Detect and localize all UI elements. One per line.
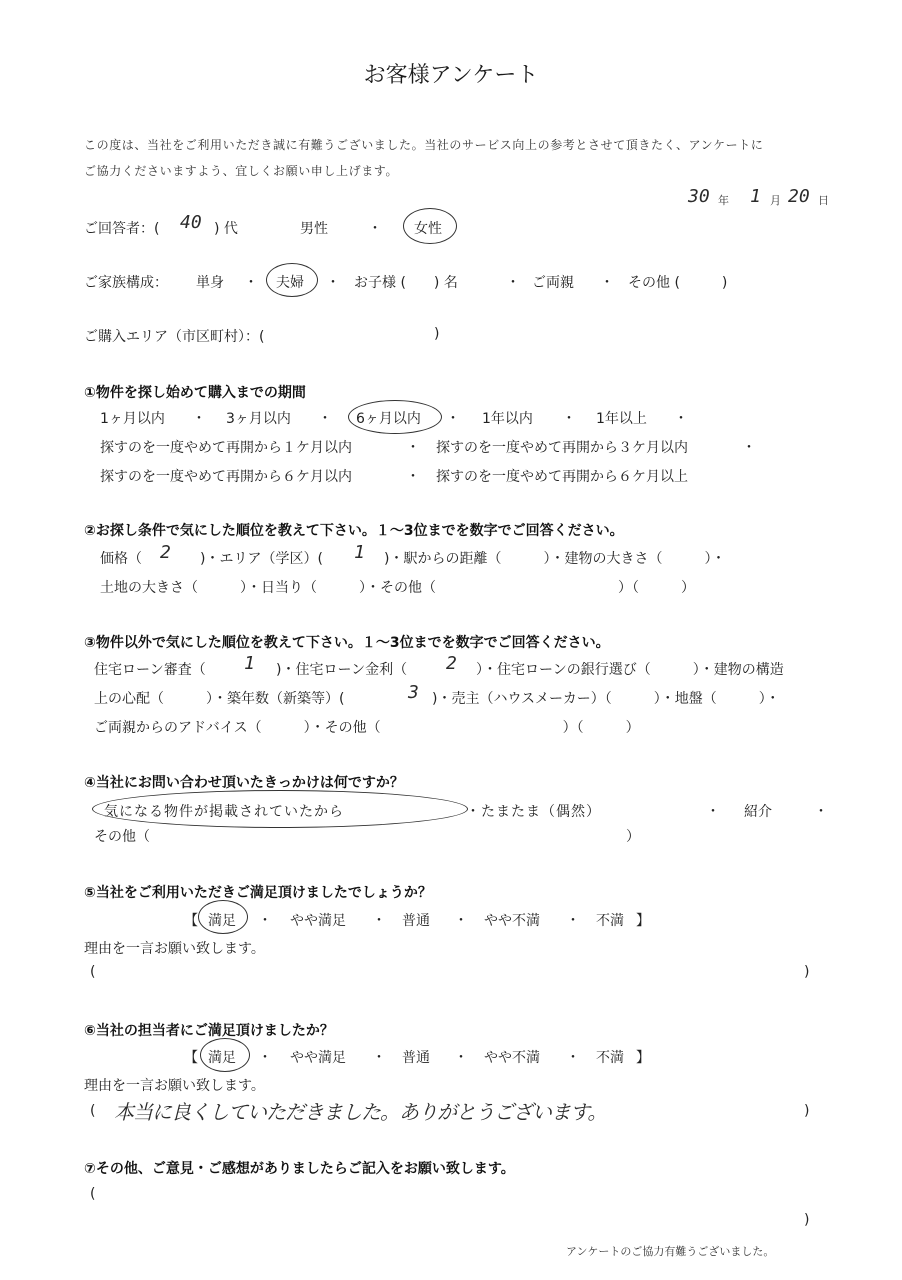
date-day: 20 [788, 186, 810, 207]
q1-option[interactable]: 1年以内 [482, 411, 533, 427]
reason-close: ) [804, 964, 810, 980]
q2-line-2: 土地の大きさ（ ）・日当り（ ）・その他（ ）（ ） [100, 580, 695, 596]
q4-option-referral[interactable]: 紹介 [744, 804, 772, 820]
q1-option[interactable]: 1年以上 [596, 411, 647, 427]
separator: ・ [742, 440, 756, 456]
q4-other[interactable]: その他（ ） [94, 829, 640, 845]
q4-option-listing[interactable]: 気になる物件が掲載されていたから [104, 804, 344, 820]
area-label: ご購入エリア（市区町村）：( [84, 329, 265, 345]
date-month-unit: 月 [770, 194, 781, 207]
q3-line-2b: )・売主（ハウスメーカー）（ ）・地盤（ ）・ [432, 691, 780, 707]
q5-option-somewhat-dissatisfied[interactable]: やや不満 [484, 913, 540, 929]
separator: ・ [258, 913, 272, 929]
date-year: 30 [688, 186, 710, 207]
q6-option-somewhat-satisfied[interactable]: やや満足 [290, 1050, 346, 1066]
family-couple-option[interactable]: 夫婦 [276, 275, 304, 291]
q1-heading: ①物件を探し始めて購入までの期間 [84, 385, 306, 401]
family-single-option[interactable]: 単身 [196, 275, 224, 291]
q1-option[interactable]: 探すのを一度やめて再開から６ケ月以上 [436, 469, 688, 485]
family-label: ご家族構成： [84, 275, 168, 291]
intro-line-1: この度は、当社をご利用いただき誠に有難うございました。当社のサービス向上の参考とさせて頂きたく、アンケートに [84, 138, 764, 152]
separator: ・ [706, 804, 720, 820]
separator: ・ [406, 469, 420, 485]
selection-circle [200, 1038, 250, 1072]
q1-option[interactable]: 探すのを一度やめて再開から１ケ月以内 [100, 440, 352, 456]
q3-age-rank[interactable]: 3 [408, 682, 419, 703]
q2-heading: ②お探し条件で気にした順位を教えて下さい。１～3位までを数字でご回答ください。 [84, 523, 624, 539]
separator: ・ [192, 411, 206, 427]
q2-price-rank[interactable]: 2 [160, 542, 171, 563]
respondent-age-suffix: ) 代 [214, 221, 238, 237]
q3-heading: ③物件以外で気にした順位を教えて下さい。１～3位までを数字でご回答ください。 [84, 635, 610, 651]
respondent-label: ご回答者：( [84, 221, 160, 237]
separator: ・ [258, 1050, 272, 1066]
separator: ・ [506, 275, 520, 291]
q4-heading: ④当社にお問い合わせ頂いたきっかけは何ですか？ [84, 775, 404, 791]
comment-open: ( [90, 1186, 96, 1202]
q3-loan-rate-rank[interactable]: 2 [446, 653, 457, 674]
q5-option-somewhat-satisfied[interactable]: やや満足 [290, 913, 346, 929]
page-title: お客様アンケート [363, 63, 539, 88]
q3-loan-review-rank[interactable]: 1 [244, 653, 255, 674]
footer-thanks: アンケートのご協力有難うございました。 [566, 1245, 775, 1258]
separator: ・ [454, 1050, 468, 1066]
q6-option-satisfied[interactable]: 満足 [208, 1050, 236, 1066]
separator: ・ [406, 440, 420, 456]
q5-reason-input[interactable] [112, 964, 792, 982]
intro-line-2: ご協力くださいますよう、宜しくお願い申し上げます。 [84, 164, 399, 178]
respondent-age[interactable]: 40 [180, 212, 202, 233]
q1-option[interactable]: 1ヶ月以内 [100, 411, 165, 427]
q3-loan-review-label: 住宅ローン審査（ [94, 662, 206, 678]
q6-option-neutral[interactable]: 普通 [402, 1050, 430, 1066]
q2-station-line: )・駅からの距離（ ）・建物の大きさ（ ）・ [384, 551, 726, 567]
q3-line-2a: 上の心配（ ）・築年数（新築等）( [94, 691, 345, 707]
selection-circle [348, 400, 442, 434]
family-other-option[interactable]: その他 ( ) [628, 275, 728, 291]
gender-male-option[interactable]: 男性 [300, 221, 328, 237]
q6-reason-input[interactable]: 本当に良くしていただきました。ありがとうございます。 [114, 1100, 607, 1124]
q1-option[interactable]: 6ヶ月以内 [356, 411, 421, 427]
q2-price-label: 価格（ [100, 551, 142, 567]
separator: ・ [244, 275, 258, 291]
q7-comment-input[interactable] [112, 1186, 792, 1222]
separator: ・ [446, 411, 460, 427]
bracket-open: 【 [184, 913, 198, 929]
q3-line-3: ご両親からのアドバイス（ ）・その他（ ）（ ） [94, 720, 640, 736]
separator: ・ [372, 1050, 386, 1066]
separator: ・ [372, 913, 386, 929]
separator: ・ [674, 411, 688, 427]
q5-heading: ⑤当社をご利用いただきご満足頂けましたでしょうか？ [84, 885, 432, 901]
selection-circle [403, 208, 457, 244]
gender-female-option[interactable]: 女性 [414, 221, 442, 237]
q2-area-label: )・エリア（学区）( [200, 551, 323, 567]
q6-option-dissatisfied[interactable]: 不満 [596, 1050, 624, 1066]
date-day-unit: 日 [818, 194, 829, 207]
date-year-unit: 年 [718, 194, 729, 207]
separator: ・ [562, 411, 576, 427]
q2-area-rank[interactable]: 1 [354, 542, 365, 563]
q6-option-somewhat-dissatisfied[interactable]: やや不満 [484, 1050, 540, 1066]
separator: ・ [326, 275, 340, 291]
area-close: ) [434, 326, 440, 342]
q5-option-satisfied[interactable]: 満足 [208, 913, 236, 929]
separator: ・ [814, 804, 828, 820]
q5-option-neutral[interactable]: 普通 [402, 913, 430, 929]
separator: ・ [566, 913, 580, 929]
reason-close: ) [804, 1103, 810, 1119]
area-input[interactable] [300, 326, 428, 344]
q6-reason-label: 理由を一言お願い致します。 [84, 1078, 265, 1094]
selection-circle [92, 790, 468, 828]
separator: ・ [600, 275, 614, 291]
q6-heading: ⑥当社の担当者にご満足頂けましたか？ [84, 1023, 334, 1039]
selection-circle [198, 900, 248, 934]
q1-option[interactable]: 探すのを一度やめて再開から６ケ月以内 [100, 469, 352, 485]
date-month: 1 [750, 186, 761, 207]
q5-reason-label: 理由を一言お願い致します。 [84, 941, 265, 957]
bracket-close: 】 [636, 913, 650, 929]
reason-open: ( [90, 964, 96, 980]
q4-option-chance[interactable]: ・たまたま（偶然） [466, 804, 601, 820]
family-children-option[interactable]: お子様 ( ) 名 [354, 275, 458, 291]
reason-open: ( [90, 1103, 96, 1119]
separator: ・ [368, 221, 382, 237]
q5-option-dissatisfied[interactable]: 不満 [596, 913, 624, 929]
bracket-open: 【 [184, 1050, 198, 1066]
q3-loan-rest: ）・住宅ローンの銀行選び（ ）・建物の構造 [476, 662, 784, 678]
comment-close: ) [804, 1212, 810, 1228]
q7-heading: ⑦その他、ご意見・ご感想がありましたらご記入をお願い致します。 [84, 1161, 515, 1177]
separator: ・ [566, 1050, 580, 1066]
q1-option[interactable]: 3ヶ月以内 [226, 411, 291, 427]
separator: ・ [454, 913, 468, 929]
bracket-close: 】 [636, 1050, 650, 1066]
separator: ・ [318, 411, 332, 427]
family-parents-option[interactable]: ご両親 [532, 275, 574, 291]
q1-option[interactable]: 探すのを一度やめて再開から３ケ月以内 [436, 440, 688, 456]
q3-loan-rate-label: )・住宅ローン金利（ [276, 662, 408, 678]
selection-circle [266, 263, 318, 297]
